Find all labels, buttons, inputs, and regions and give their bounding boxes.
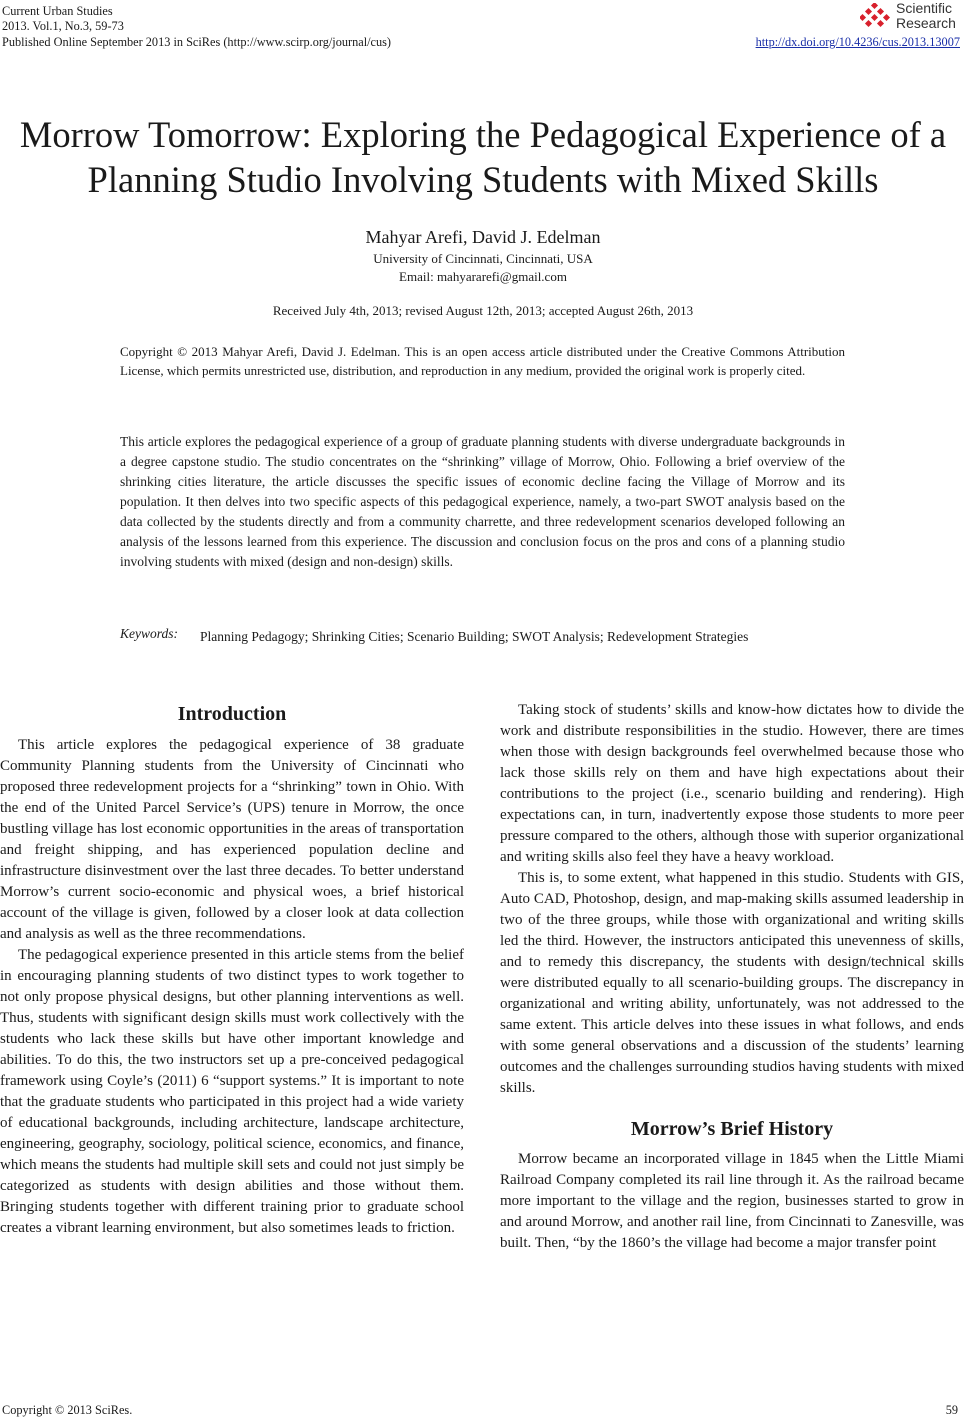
affiliation-block	[0, 250, 966, 286]
paper-title: Morrow Tomorrow: Exploring the Pedagogical Experience of a Planning Studio Involving Students with Mixed Skills	[19, 114, 947, 200]
section-heading-introduction: Introduction	[177, 703, 287, 725]
right-column	[500, 700, 964, 1254]
keywords-label: Keywords:	[120, 626, 178, 641]
page-number: 59	[945, 1403, 958, 1417]
journal-header: Current Urban Studies 2013. Vol.1, No.3, 59-73 Published Online September 2013 in SciRes (http://www.scirp.org/journal/cus)	[2, 4, 392, 49]
left-column	[0, 700, 464, 1239]
paragraph: This article explores the pedagogical experience of 38 graduate Community Planning students from the University of Cincinnati who proposed three redevelopment projects for a “shrinking” town in Ohio. With the end of the United Parcel Service’s (UPS) tenure in Morrow, the once bustling village has lost economic opportunities in the areas of transportation and freight shipping, and has experienced population decline and infrastructure disinvestment over the last three decades. To better understand Morrow’s current socio-economic and physical woes, a brief historical account of the village is given, followed by a closer look at data collection and analysis as well as the three recommendations.	[0, 737, 464, 942]
section-heading-history: Morrow’s Brief History	[630, 1118, 834, 1140]
author-email: Email: mahyararefi@gmail.com	[399, 269, 567, 284]
keywords: Planning Pedagogy; Shrinking Cities; Scenario Building; SWOT Analysis; Redevelopment Strategies	[200, 629, 749, 644]
footer-copyright: Copyright © 2013 SciRes.	[2, 1403, 133, 1417]
logo-diamond-icon	[860, 3, 890, 31]
logo-text	[896, 1, 956, 31]
doi-link[interactable]: http://dx.doi.org/10.4236/cus.2013.13007	[755, 35, 960, 49]
logo-line-2: Research	[896, 15, 956, 31]
paragraph: This is, to some extent, what happened in this studio. Students with GIS, Auto CAD, Photoshop, design, and map-making skills assumed leadership in two of the three groups, while those with organizational and writing skills led the third. However, the instructors anticipated this unevenness of skills, and to remedy this discrepancy, the students with design/technical skills were distributed equally to all scenario-building groups. The discrepancy in organizational and writing ability, unfortunately, was not addressed to the same extent. This article delves into these issues in what follows, and ends with some general observations and a discussion of the students’ learning outcomes and the challenges surrounding studios having students with mixed skills.	[500, 870, 964, 1096]
received-dates: Received July 4th, 2013; revised August 12th, 2013; accepted August 26th, 2013	[272, 303, 694, 318]
logo-line-1: Scientific	[896, 0, 953, 16]
paragraph: Taking stock of students’ skills and know-how dictates how to divide the work and distribute responsibilities in the studio. However, there are times when those with design backgrounds feel overwhelmed because those who lack those skills rely on them and have high expectations about their contributions to the project (i.e., scenario building and rendering). High expectations can, in turn, inadvertently expose those students to more peer pressure compared to the others, although those with superior organizational and writing skills also feel they have a heavy workload.	[500, 702, 964, 865]
affiliation: University of Cincinnati, Cincinnati, USA	[373, 251, 593, 266]
authors: Mahyar Arefi, David J. Edelman	[365, 227, 601, 247]
paragraph: Morrow became an incorporated village in 1845 when the Little Miami Railroad Company completed its rail line through it. As the railroad became more important to the village and the region, businesses started to grow in and around Morrow, and another rail line, from Cincinnati to Zanesville, was built. Then, “by the 1860’s the village had become a major transfer point	[500, 1151, 964, 1251]
abstract: This article explores the pedagogical experience of a group of graduate planning students with diverse undergraduate backgrounds in a degree capstone studio. The studio concentrates on the “shrinking” village of Morrow, Ohio. Following a brief overview of the shrinking cities literature, the article discusses the specific issues of economic decline facing the Village of Morrow and its population. It then delves into two specific aspects of this pedagogical experience, namely, a two-part SWOT analysis based on the data collected by the students directly and from a community charrette, and three redevelopment scenarios developed following an analysis of the lessons learned from this experience. The discussion and conclusion focus on the pros and cons of a planning studio involving students with mixed (design and non-design) skills.	[120, 434, 845, 569]
copyright-notice: Copyright © 2013 Mahyar Arefi, David J. Edelman. This is an open access article distributed under the Creative Commons Attribution License, which permits unrestricted use, distribution, and reproduction in any medium, provided the original work is properly cited.	[120, 344, 845, 378]
paragraph: The pedagogical experience presented in this article stems from the belief in encouraging planning students of two distinct types to work together to not only propose physical designs, but other planning interventions as well. Thus, students with significant design skills must work collectively with the students who lack these skills but have other important knowledge and abilities. To do this, the two instructors set up a pre-conceived pedagogical framework using Coyle’s (2011) 6 “support systems.” It is important to note that the graduate students who participated in this project had a wide variety of educational backgrounds, including architecture, landscape architecture, engineering, geography, sociology, political science, economics, and finance, which means the students had multiple skill sets and could not just simply be categorized as students with design abilities and those without them. Bringing students together with different training prior to graduate school creates a vibrant learning environment, but also sometimes leads to friction.	[0, 947, 464, 1236]
keywords-label-text: Keywords	[120, 626, 174, 641]
publisher-logo	[860, 1, 960, 34]
